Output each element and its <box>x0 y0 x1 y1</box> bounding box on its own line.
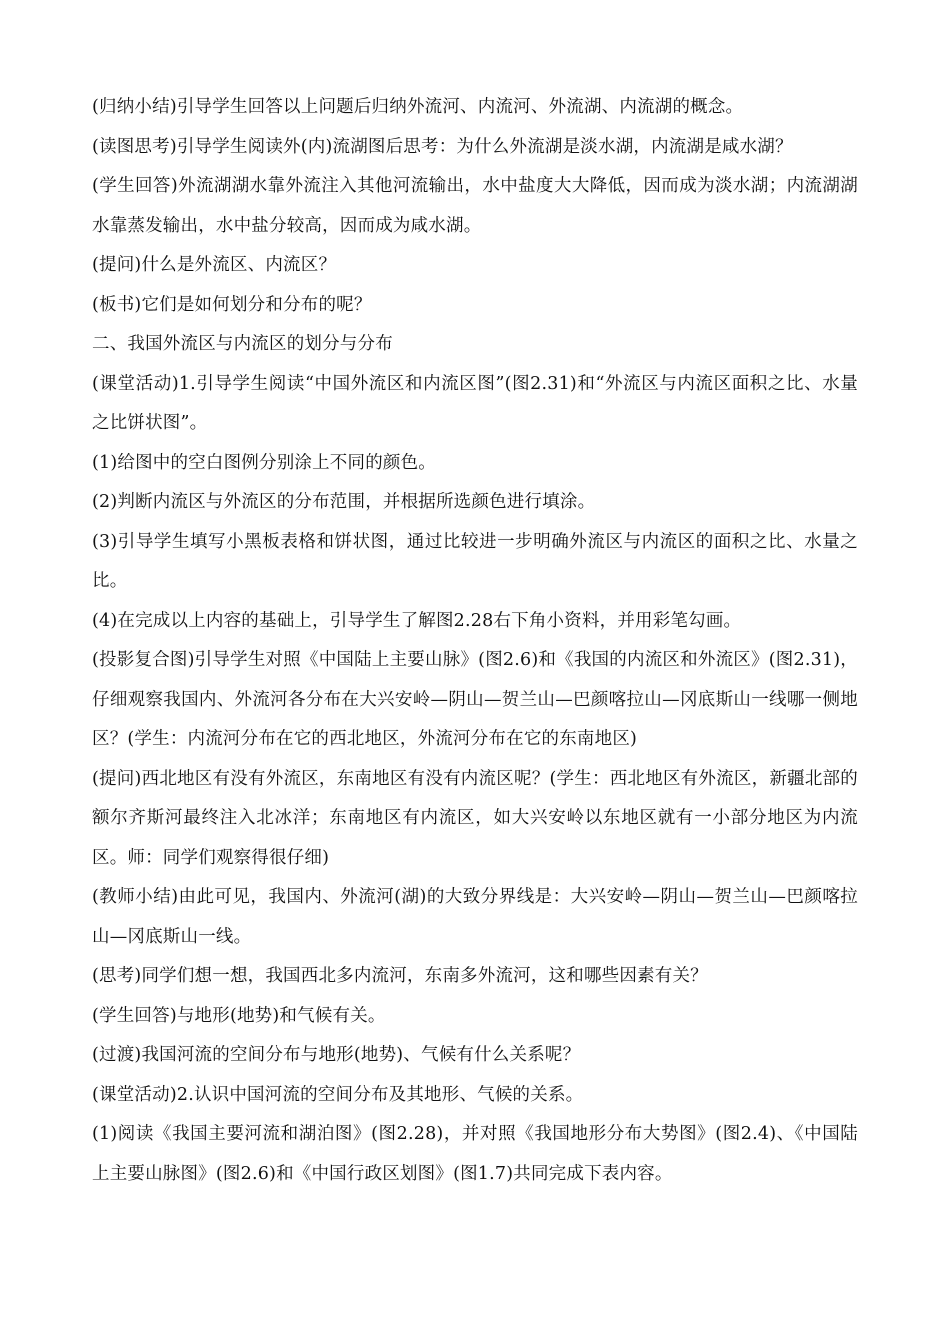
paragraph-16: (学生回答)与地形(地势)和气候有关。 <box>92 1005 386 1026</box>
paragraph-5: (板书)它们是如何划分和分布的呢？ <box>92 294 372 315</box>
paragraph-9: (2)判断内流区与外流区的分布范围，并根据所选颜色进行填涂。 <box>92 492 596 512</box>
paragraph-17: (过渡)我国河流的空间分布与地形(地势)、气候有什么关系呢？ <box>92 1045 581 1065</box>
paragraph-13: (提问)西北地区有没有外流区，东南地区有没有内流区呢？(学生：西北地区有外流区，新疆北部的额尔齐斯河最终注入北冰洋；东南地区有内流区，如大兴安岭以东地区就有一小部分地区为内流区。师：同学们观察得很仔细) <box>92 768 858 868</box>
paragraph-3: (学生回答)外流湖湖水靠外流注入其他河流输出，水中盐度大大降低，因而成为淡水湖；内流湖湖水靠蒸发输出，水中盐分较高，因而成为咸水湖。 <box>92 176 858 236</box>
paragraph-10: (3)引导学生填写小黑板表格和饼状图，通过比较进一步明确外流区与内流区的面积之比、水量之比。 <box>92 531 858 591</box>
paragraph-11: (4)在完成以上内容的基础上，引导学生了解图2.28右下角小资料，并用彩笔勾画。 <box>92 610 742 631</box>
paragraph-12: (投影复合图)引导学生对照《中国陆上主要山脉》(图2.6)和《我国的内流区和外流区》(图2.31)，仔细观察我国内、外流河各分布在大兴安岭—阴山—贺兰山—巴颜喀拉山—冈底斯山一线哪一侧地区？(学生：内流河分布在它的西北地区，外流河分布在它的东南地区) <box>92 650 858 749</box>
paragraph-14: (教师小结)由此可见，我国内、外流河(湖)的大致分界线是：大兴安岭—阴山—贺兰山—巴颜喀拉山—冈底斯山一线。 <box>92 887 858 947</box>
paragraph-2: (读图思考)引导学生阅读外(内)流湖图后思考：为什么外流湖是淡水湖，内流湖是咸水湖？ <box>92 136 793 157</box>
paragraph-4: (提问)什么是外流区、内流区？ <box>92 255 337 275</box>
paragraph-1: (归纳小结)引导学生回答以上问题后归纳外流河、内流河、外流湖、内流湖的概念。 <box>92 97 744 117</box>
paragraph-15: (思考)同学们想一想，我国西北多内流河，东南多外流河，这和哪些因素有关？ <box>92 966 708 986</box>
paragraph-7: (课堂活动)1.引导学生阅读“中国外流区和内流区图”(图2.31)和“外流区与内流区面积之比、水量之比饼状图”。 <box>92 373 858 433</box>
paragraph-18: (课堂活动)2.认识中国河流的空间分布及其地形、气候的关系。 <box>92 1084 584 1105</box>
paragraph-19: (1)阅读《我国主要河流和湖泊图》(图2.28)，并对照《我国地形分布大势图》(图2.4)、《中国陆上主要山脉图》(图2.6)和《中国行政区划图》(图1.7)共同完成下表内容。 <box>92 1124 858 1184</box>
section-heading: 二、我国外流区与内流区的划分与分布 <box>92 334 393 354</box>
paragraph-8: (1)给图中的空白图例分别涂上不同的颜色。 <box>92 452 436 473</box>
